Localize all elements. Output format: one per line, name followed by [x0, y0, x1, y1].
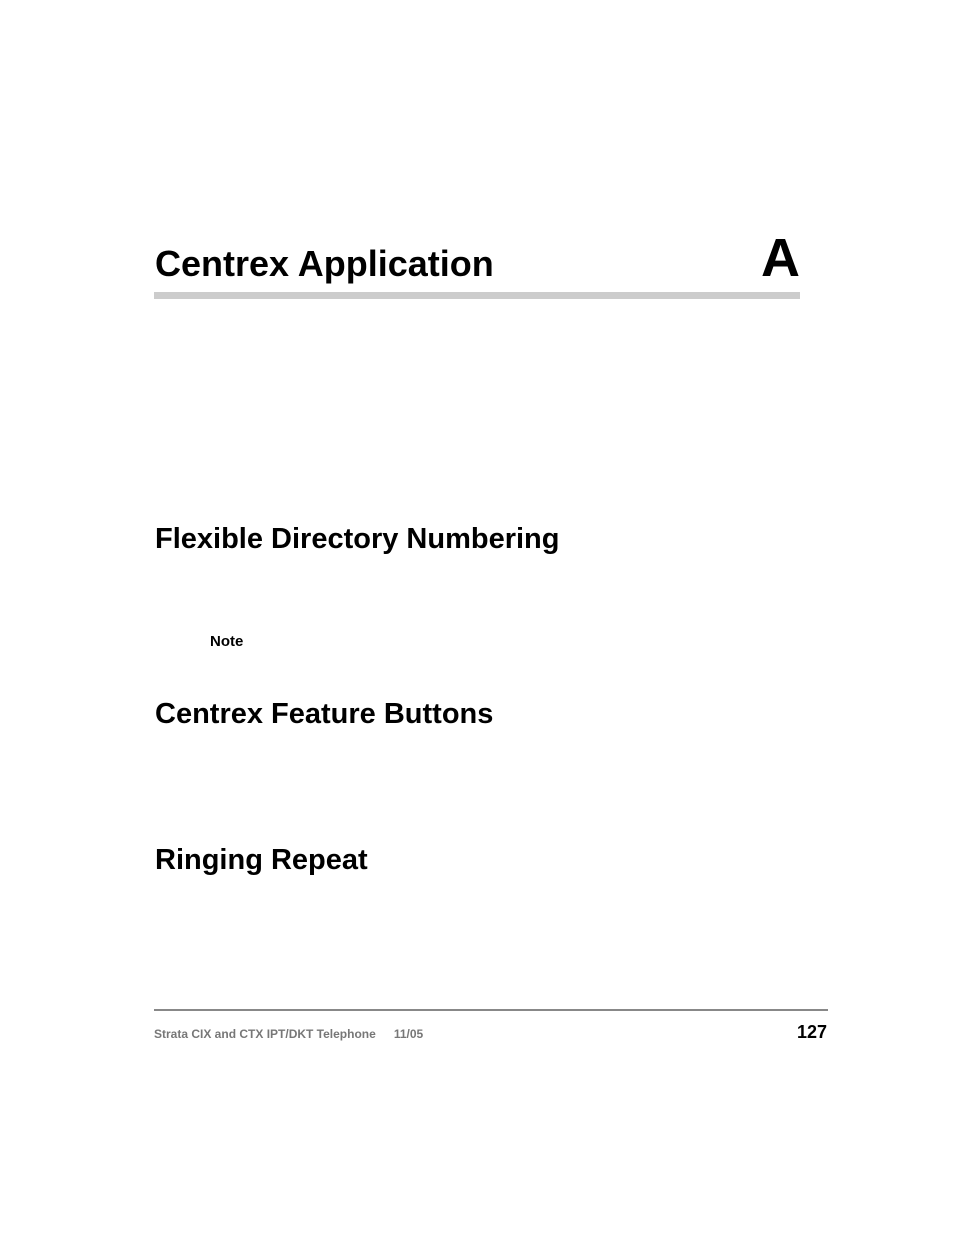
page-number: 127 [796, 1022, 827, 1042]
chapter-title: Centrex Application [155, 243, 494, 284]
chapter-letter: A [761, 228, 800, 288]
footer-date: 11/05 [393, 1027, 424, 1041]
footer-text [154, 1026, 423, 1042]
footer-divider [154, 1009, 828, 1011]
section-heading-ringing-repeat: Ringing Repeat [155, 844, 368, 876]
section-heading-centrex-feature-buttons: Centrex Feature Buttons [155, 698, 494, 730]
footer-doc-title: Strata CIX and CTX IPT/DKT Telephone [154, 1027, 376, 1041]
section-heading-flexible-directory-numbering: Flexible Directory Numbering [155, 523, 560, 555]
chapter-divider [154, 292, 800, 299]
note-label: Note [210, 633, 244, 650]
